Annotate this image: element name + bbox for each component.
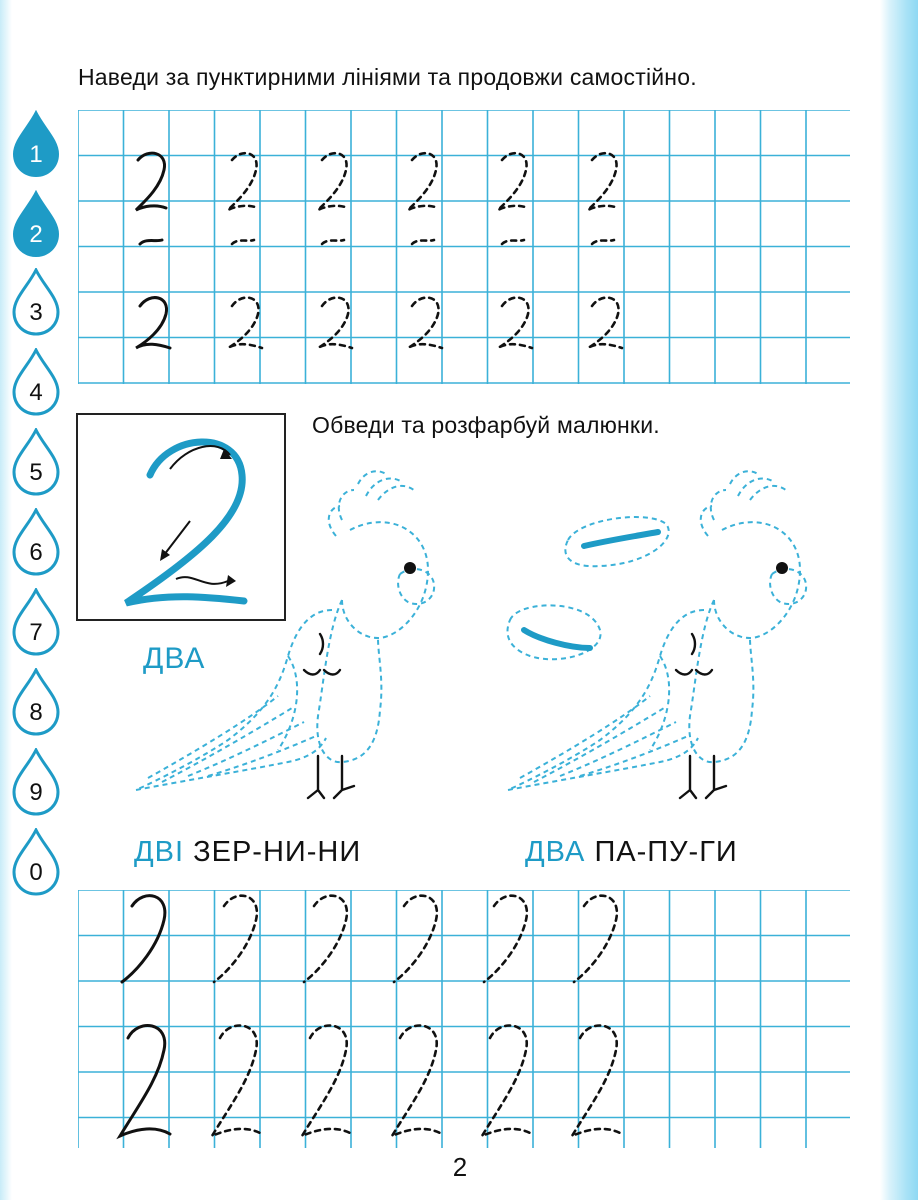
parrot-illustration[interactable] <box>500 460 860 800</box>
digit-nav-label: 7 <box>29 619 43 646</box>
digit-nav-label: 1 <box>29 141 43 168</box>
digit-nav-label: 8 <box>29 699 43 726</box>
digit-nav-item-1[interactable] <box>10 110 62 178</box>
dashed-digit-two <box>228 153 622 348</box>
digit-two-sample <box>120 896 170 1136</box>
caption-highlight: ДВА <box>525 836 586 868</box>
digit-nav-item-6[interactable] <box>10 508 62 576</box>
dashed-digit-two <box>212 896 622 1136</box>
tracing-grid-bottom[interactable] <box>78 890 850 1148</box>
instruction-trace-color: Обведи та розфарбуй малюнки. <box>312 412 660 438</box>
parrot-illustration[interactable] <box>128 460 488 800</box>
digit-nav-label: 5 <box>29 459 43 486</box>
digit-nav-item-3[interactable] <box>10 268 62 336</box>
caption-two-parrots <box>525 836 738 869</box>
digit-nav-item-4[interactable] <box>10 348 62 416</box>
digit-nav-item-5[interactable] <box>10 428 62 496</box>
digit-nav-item-7[interactable] <box>10 588 62 656</box>
digit-nav-item-0[interactable] <box>10 828 62 896</box>
digit-nav-label: 9 <box>29 779 43 806</box>
digit-nav-label: 2 <box>29 221 43 248</box>
caption-two-grains <box>134 836 361 869</box>
tracing-grid-top[interactable] <box>78 110 850 384</box>
instruction-trace-continue: Наведи за пунктирними лініями та продовжи самостійно. <box>78 64 697 90</box>
digit-nav-label: 3 <box>29 299 43 326</box>
page-edge-right <box>880 0 918 1200</box>
digit-two-sample <box>136 153 170 348</box>
model-word: ДВА <box>143 642 206 675</box>
caption-highlight: ДВІ <box>134 836 185 868</box>
digit-nav <box>10 100 66 890</box>
caption-syllables: ЗЕР-НИ-НИ <box>193 836 362 868</box>
page-number: 2 <box>452 1152 468 1182</box>
digit-nav-item-9[interactable] <box>10 748 62 816</box>
digit-nav-label: 4 <box>29 379 43 406</box>
digit-nav-label: 6 <box>29 539 43 566</box>
digit-nav-label: 0 <box>29 859 43 886</box>
digit-nav-item-8[interactable] <box>10 668 62 736</box>
caption-syllables: ПА-ПУ-ГИ <box>594 836 738 868</box>
digit-nav-item-2[interactable] <box>10 190 62 258</box>
